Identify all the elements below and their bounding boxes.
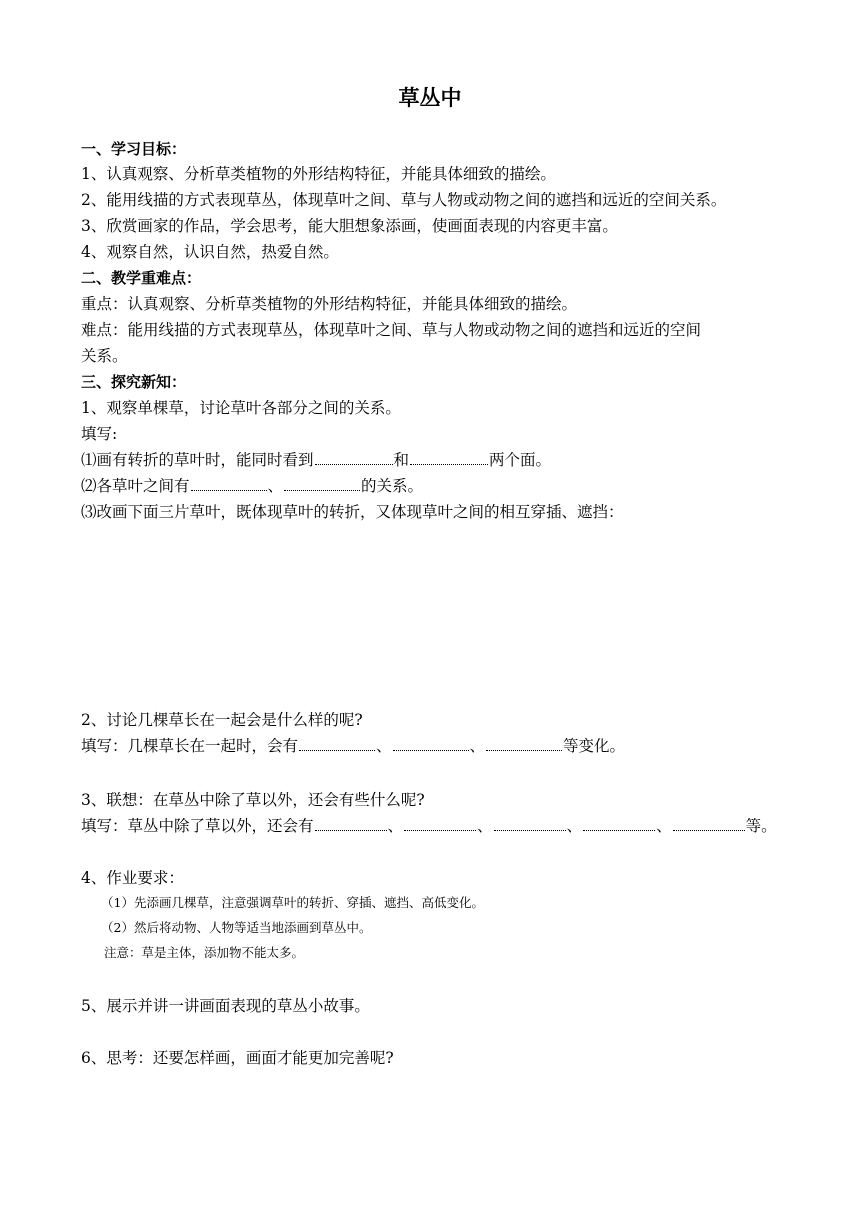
fill-blank[interactable]: [494, 816, 566, 831]
key-point-text: 重点：认真观察、分析草类植物的外形结构特征，并能具体细致的描绘。: [81, 295, 578, 313]
separator: 、: [376, 737, 392, 755]
page-title: 草丛中: [398, 86, 462, 110]
goal-item-3: 3、欣赏画家的作品，学会思考，能大胆想象添画，使画面表现的内容更丰富。: [81, 217, 618, 235]
fill-blank[interactable]: [393, 736, 469, 751]
question-3-fill-end: 等。: [745, 817, 777, 835]
separator: 、: [477, 817, 493, 835]
fill-blank[interactable]: [315, 816, 387, 831]
question-1a-text: ⑴画有转折的草叶时，能同时看到: [81, 451, 314, 469]
question-1a-and: 和: [393, 451, 410, 469]
goal-item-2: 2、能用线描的方式表现草丛，体现草叶之间、草与人物或动物之间的遮挡和远近的空间关系。: [81, 191, 727, 209]
question-1b-text: ⑵各草叶之间有: [81, 477, 190, 495]
fill-blank[interactable]: [315, 450, 393, 465]
difficulty-text-line2: 关系。: [81, 347, 128, 365]
section-heading-explore: 三、探究新知：: [81, 373, 187, 391]
question-1a-row: [81, 450, 551, 470]
question-1a-end: 两个面。: [489, 451, 552, 469]
separator: 、: [656, 817, 672, 835]
question-4-prompt: 4、作业要求：: [81, 869, 184, 887]
fill-blank[interactable]: [486, 736, 562, 751]
fill-blank[interactable]: [299, 736, 375, 751]
question-1-fill-label: 填写:: [81, 425, 118, 443]
goal-item-1: 1、认真观察、分析草类植物的外形结构特征，并能具体细致的描绘。: [81, 165, 556, 183]
question-3-fill-row: [81, 816, 777, 836]
question-3-prompt: 3、联想：在草丛中除了草以外，还会有些什么呢?: [81, 791, 425, 809]
question-1b-end: 的关系。: [361, 477, 424, 495]
question-1c-text: ⑶改画下面三片草叶，既体现草叶的转折，又体现草叶之间的相互穿插、遮挡：: [81, 503, 624, 521]
separator: 、: [469, 737, 486, 755]
fill-blank[interactable]: [191, 476, 267, 491]
fill-blank[interactable]: [404, 816, 476, 831]
section-heading-goals: 一、学习目标：: [81, 140, 187, 158]
question-2-fill-row: [81, 736, 625, 756]
section-heading-keypoints: 二、教学重难点：: [81, 269, 202, 287]
separator: 、: [566, 817, 583, 835]
separator: 、: [387, 817, 404, 835]
question-5-text: 5、展示并讲一讲画面表现的草丛小故事。: [81, 997, 370, 1015]
question-6-text: 6、思考：还要怎样画，画面才能更加完善呢?: [81, 1049, 394, 1067]
question-3-fill-text: 填写：草丛中除了草以外，还会有: [81, 817, 314, 835]
difficulty-text-line1: 难点：能用线描的方式表现草丛，体现草叶之间、草与人物或动物之间的遮挡和远近的空间: [81, 321, 702, 339]
question-1b-row: [81, 476, 423, 496]
fill-blank[interactable]: [410, 450, 488, 465]
question-1-prompt: 1、观察单棵草，讨论草叶各部分之间的关系。: [81, 399, 401, 417]
fill-blank[interactable]: [673, 816, 745, 831]
homework-item-2: （2）然后将动物、人物等适当地添画到草丛中。: [101, 920, 372, 935]
fill-blank[interactable]: [583, 816, 655, 831]
question-2-fill-end: 等变化。: [563, 737, 626, 755]
question-2-fill-text: 填写：几棵草长在一起时，会有: [81, 737, 299, 755]
separator: 、: [267, 477, 284, 495]
fill-blank[interactable]: [284, 476, 360, 491]
question-2-prompt: 2、讨论几棵草长在一起会是什么样的呢?: [81, 711, 363, 729]
goal-item-4: 4、观察自然，认识自然，热爱自然。: [81, 243, 339, 261]
homework-item-1: （1）先添画几棵草，注意强调草叶的转折、穿插、遮挡、高低变化。: [101, 895, 484, 910]
homework-note: 注意：草是主体，添加物不能太多。: [104, 945, 305, 960]
